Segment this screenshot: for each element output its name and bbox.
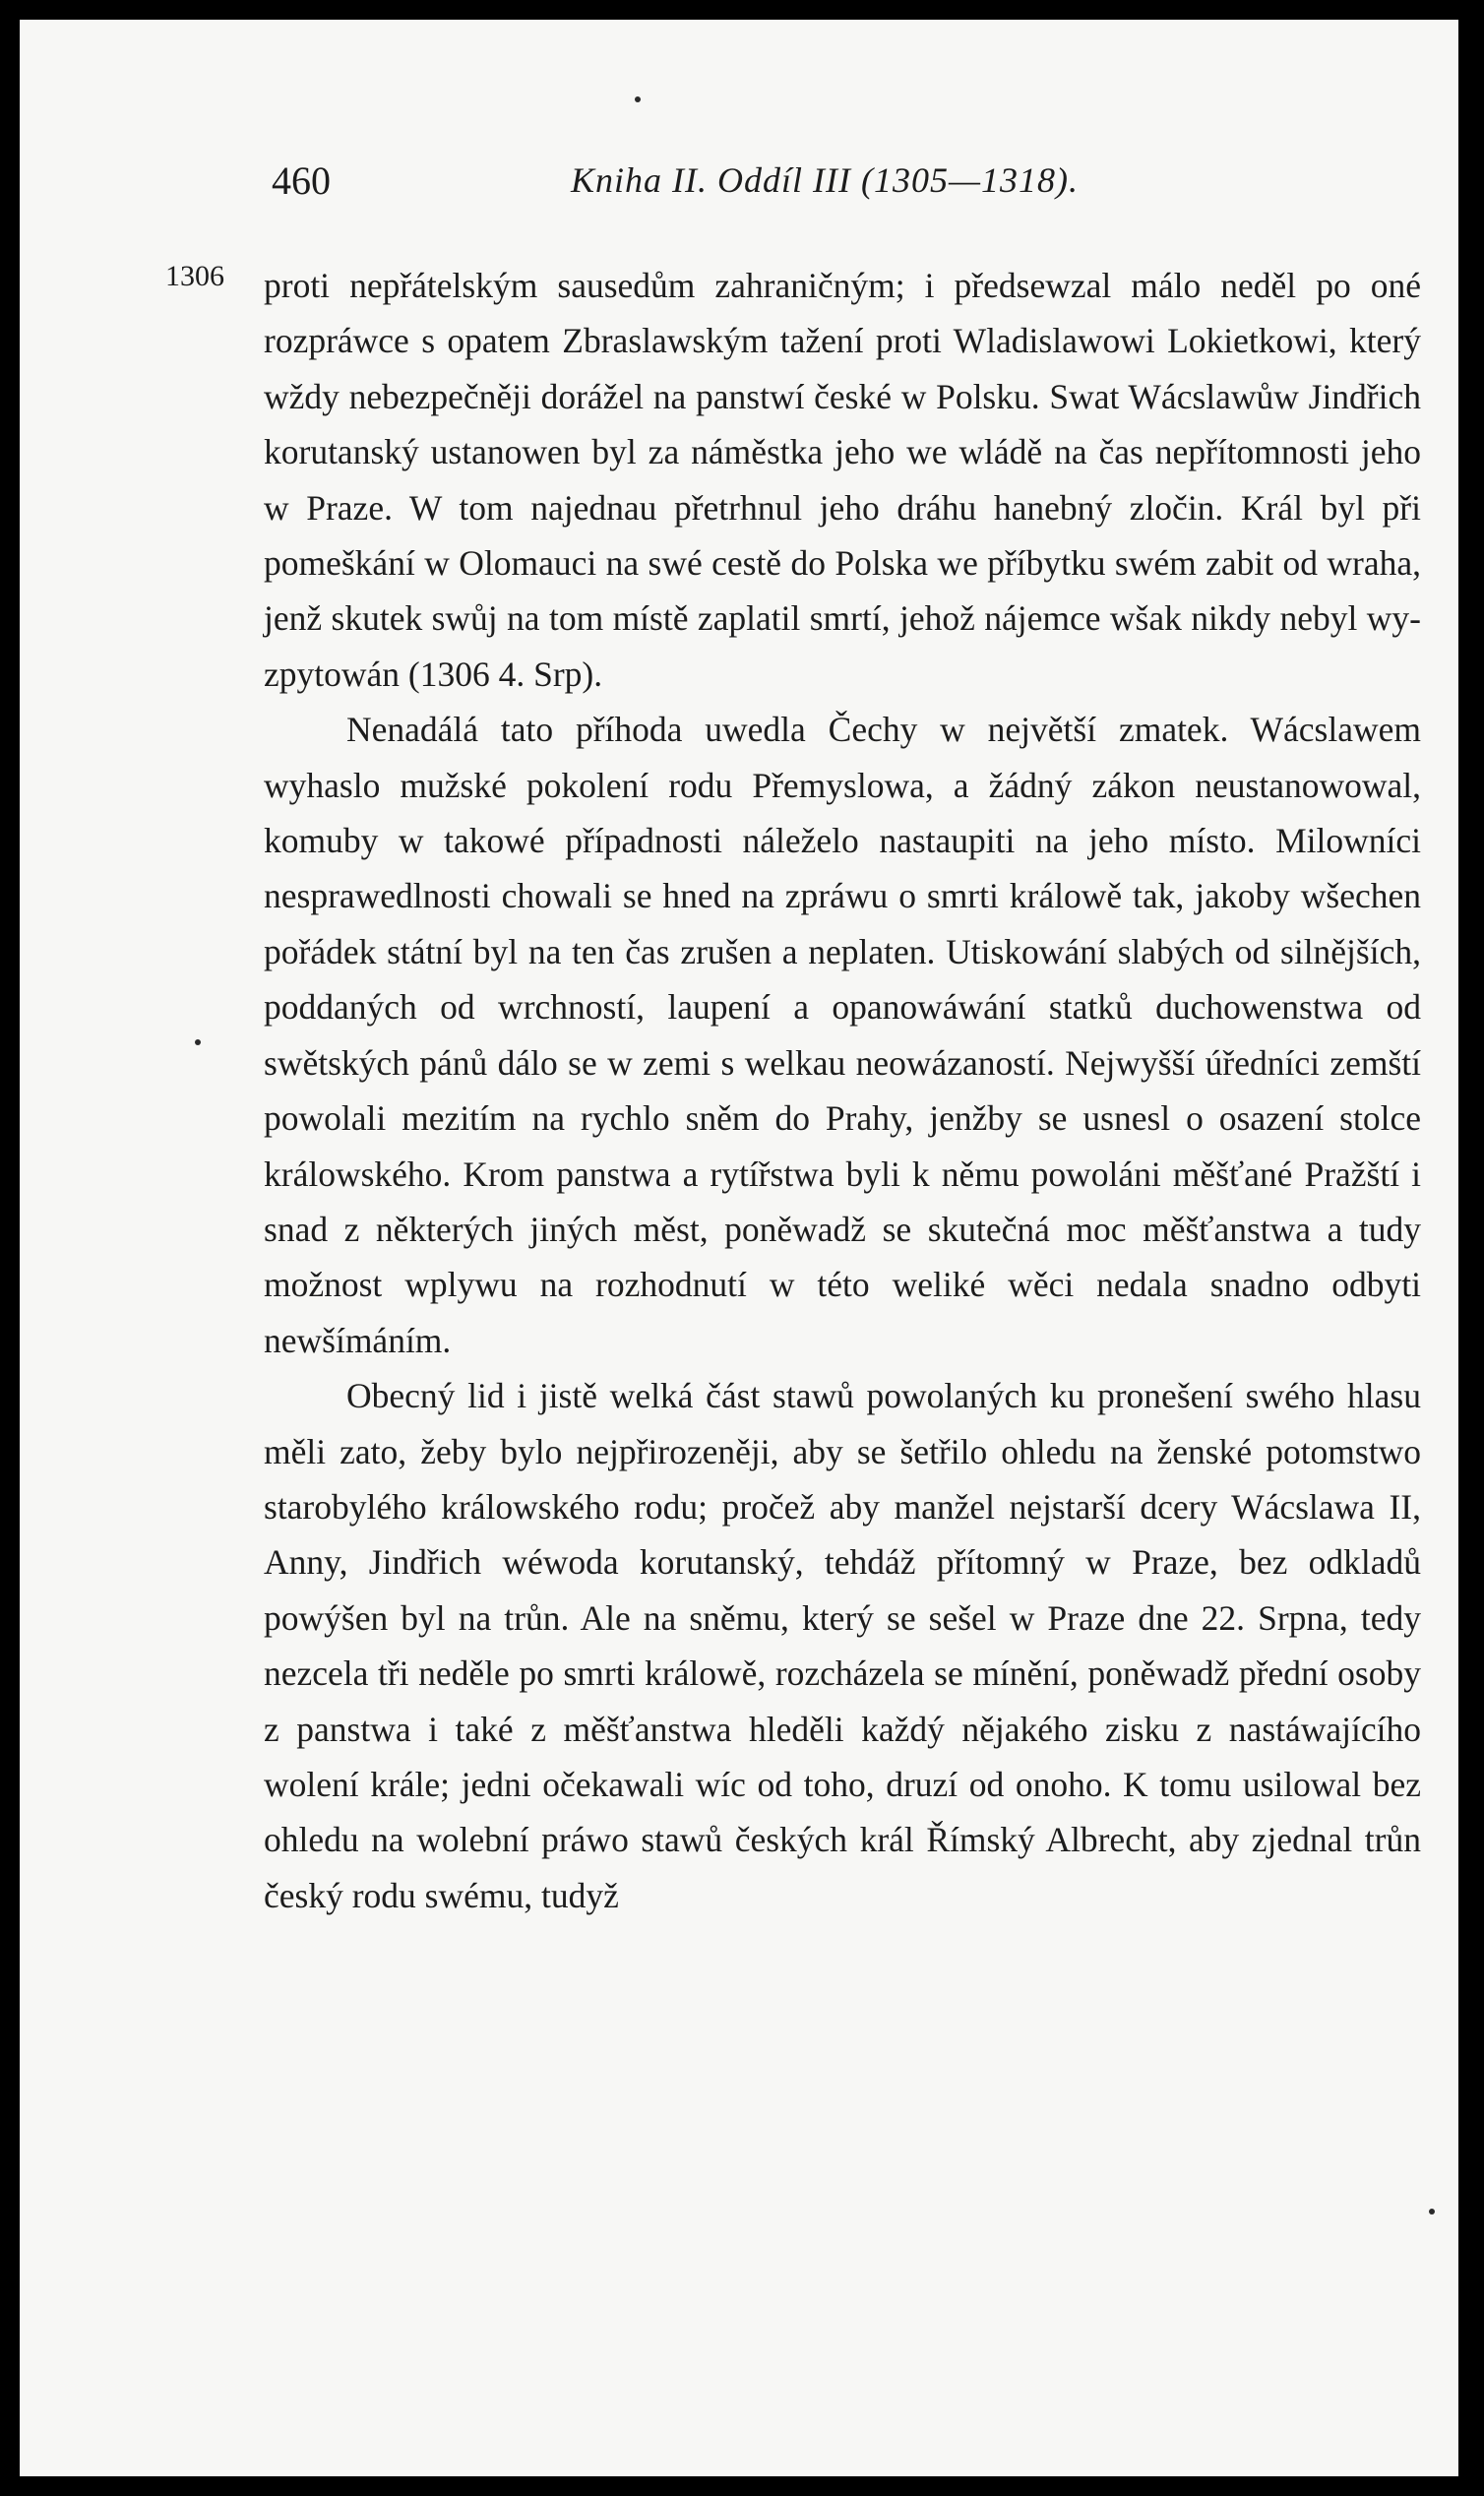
paragraph-3: Obecný lid i jistě welká část stawů powolaných ku pronešení swého hlasu měli zato, žeby bylo nejpřirozeněji, aby se šetřilo ohledu na ženské potomstwo starobylého králowského rodu; pročež aby manžel nejstarší dcery Wácslawa II, Anny, Jindřich wéwoda korutanský, tehdáž přítomný w Praze, bez odkladů powýšen byl na trůn. Ale na sněmu, který se sešel w Praze dne 22. Srpna, tedy nezcela tři neděle po smrti králowě, rozcházela se mínění, poněwadž přední osoby z panstwa i také z měšťanstwa hleděli každý nějakého zisku z nastáwajícího wolení krále; jedni očekawali wíc od toho, druzí od onoho. K tomu usilowal bez ohledu na wolební práwo stawů českých král Římský Albrecht, aby zjednal trůn český rodu swému, tudyž: [264, 1376, 1421, 1915]
running-head: [20, 157, 1458, 217]
margin-year-note: 1306: [165, 260, 224, 292]
print-speck: [1429, 2209, 1435, 2215]
book-page: [20, 20, 1458, 2476]
print-speck: [195, 1039, 201, 1045]
body-text: [264, 258, 1421, 1923]
print-speck: [635, 96, 641, 102]
paragraph-2: Nenadálá tato příhoda uwedla Čechy w největší zmatek. Wácslawem wyhaslo mužské pokolení rodu Přemyslowa, a žádný zákon neustanowowal, komuby w takowé případnosti náleželo nastaupiti na jeho místo. Milowníci nesprawedlnosti chowali se hned na zpráwu o smrti králowě tak, jakoby wšechen pořádek státní byl na ten čas zrušen a neplaten. Utiskowání slabých od silnějších, poddaných od wrchností, laupení a opanowáwání statků duchowenstwa od swětských pánů dálo se w zemi s welkau neowázaností. Nejwyšší úředníci zemští powolali mezitím na rychlo sněm do Prahy, jenžby se usnesl o osazení stolce králowského. Krom panstwa a rytířstwa byli k němu powoláni měšťané Pražští i snad z některých jiných měst, poněwadž se skutečná moc měšťanstwa a tudy možnost wplywu na rozhodnutí w této weliké wěci nedala snadno odbyti newšímáním.: [264, 710, 1421, 1360]
page-number: 460: [272, 158, 331, 203]
paragraph-1: proti nepřátelským sausedům zahraničným; i předsewzal málo neděl po oné rozpráwce s opatem Zbraslawským tažení proti Wladislawowi Lokietkowi, který wždy nebezpečněji dorážel na panstwí české w Polsku. Swat Wácslawůw Jindřich korutanský ustanowen byl za náměstka jeho we wládě na čas nepřítomnosti jeho w Praze. W tom najednau přetrhnul jeho dráhu hanebný zločin. Král byl při pomeškání w Olomauci na swé cestě do Polska we příbytku swém zabit od wraha, jenž skutek swůj na tom místě zaplatil smrtí, jehož nájemce wšak nikdy nebyl wyzpytowán (1306 4. Srp).: [264, 266, 1421, 694]
section-title: Kniha II. Oddíl III (1305—1318).: [571, 160, 1079, 200]
